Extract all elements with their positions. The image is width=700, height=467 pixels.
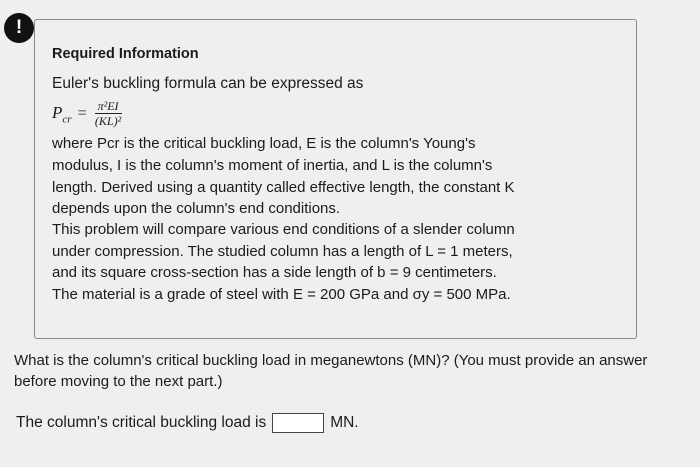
critical-load-input[interactable] (272, 413, 324, 433)
info-line-2: modulus, I is the column's moment of inertia, and L is the column's (52, 157, 493, 174)
required-information-heading: Required Information (52, 46, 199, 62)
info-line-3: length. Derived using a quantity called effective length, the constant K (52, 179, 515, 196)
question-text: What is the column's critical buckling load in meganewtons (MN)? (You must provide an answer before moving to the next part.) (14, 352, 648, 390)
formula-lhs: $P_{cr}$ (52, 102, 72, 126)
exclamation-icon: ! (4, 13, 34, 43)
formula-equals: = (77, 105, 87, 122)
info-line-1: where Pcr is the critical buckling load, E is the column's Young's (52, 135, 476, 152)
formula-intro: Euler's buckling formula can be expressed as (52, 75, 364, 92)
answer-label: The column's critical buckling load is (16, 414, 267, 431)
info-line-8: The material is a grade of steel with E = 200 GPa and σy = 500 MPa. (52, 286, 511, 303)
info-line-4: depends upon the column's end conditions. (52, 200, 341, 217)
formula-fraction (95, 99, 122, 129)
info-line-6: under compression. The studied column has a length of L = 1 meters, (52, 243, 513, 260)
answer-unit: MN. (330, 414, 359, 431)
formula-numerator: π²EI (95, 99, 122, 114)
formula-denominator: (KL)² (94, 114, 122, 128)
euler-formula (52, 96, 122, 132)
info-line-7: and its square cross-section has a side length of b = 9 centimeters. (52, 264, 497, 281)
info-line-5: This problem will compare various end conditions of a slender column (52, 221, 515, 238)
answer-row (16, 413, 359, 433)
